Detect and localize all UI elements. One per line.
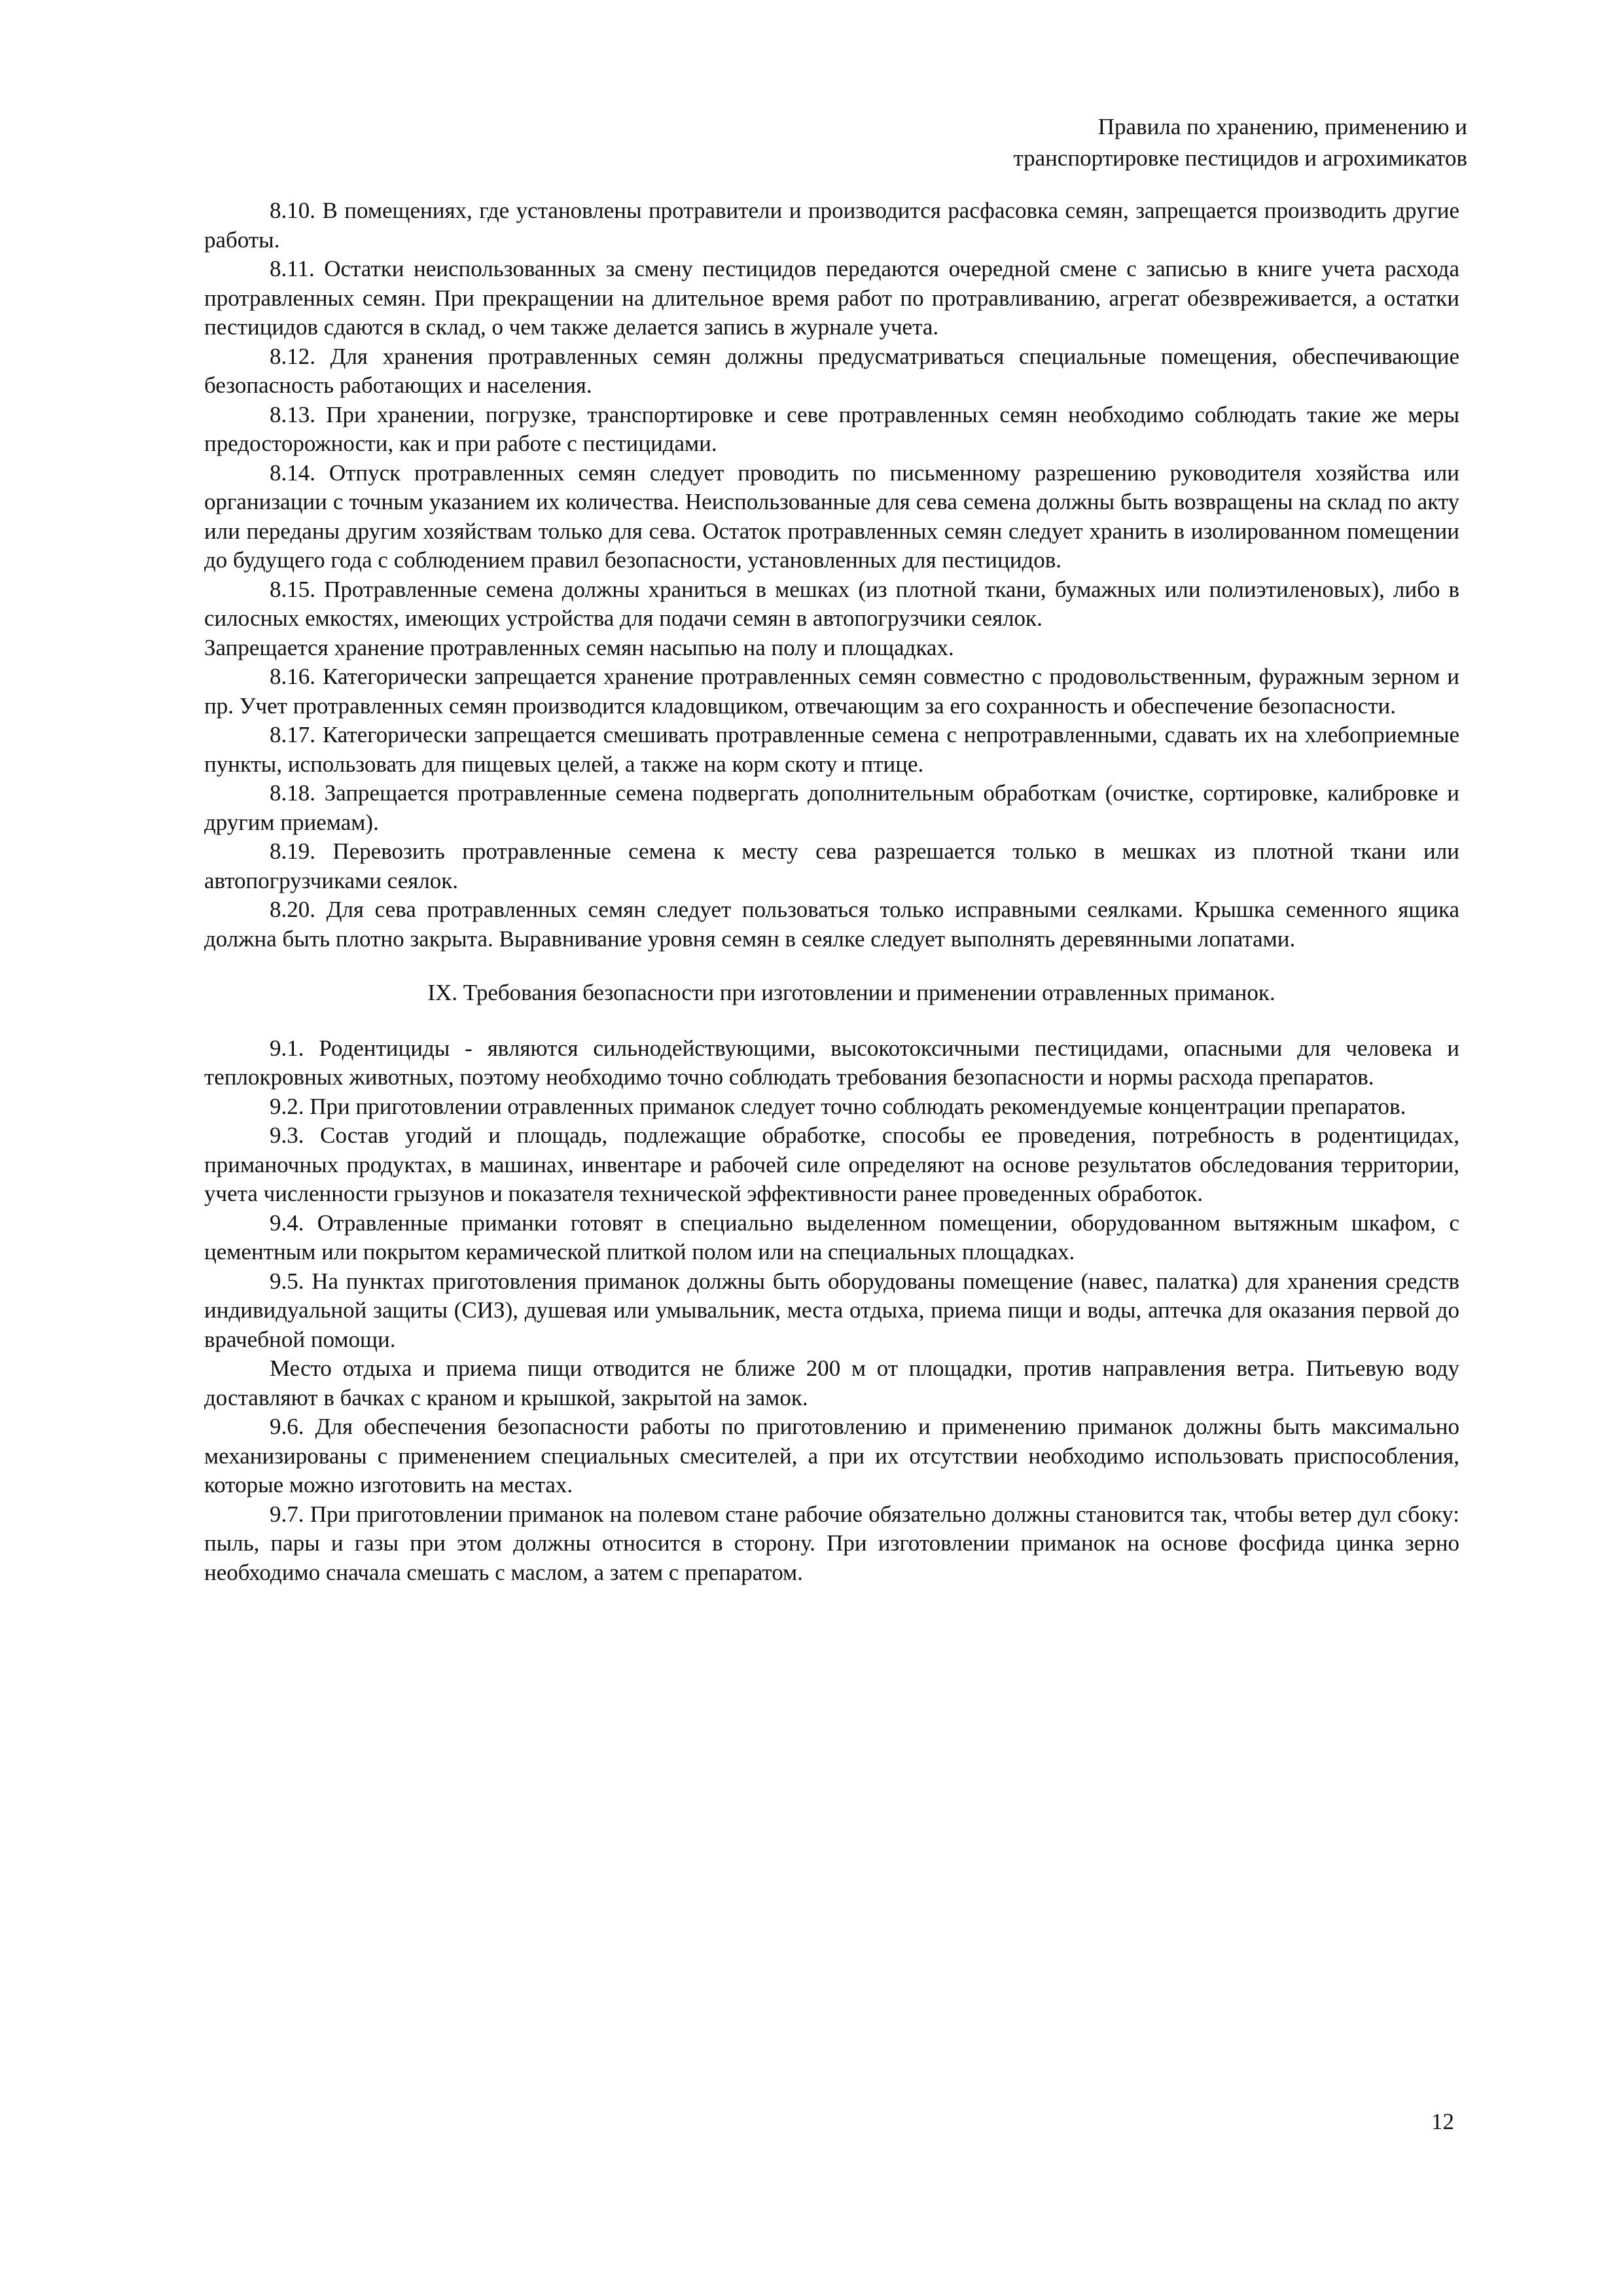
paragraph-9-7: 9.7. При приготовлении приманок на полевом стане рабочие обязательно должны становится так, чтобы ветер дул сбоку: пыль, пары и газы при этом должны относится в сторону. При изготовлении приманок на основе фосфида цинка зерно необходимо сначала смешать с маслом, а затем с препаратом. xyxy=(204,1501,1459,1585)
paragraph-8-13: 8.13. При хранении, погрузке, транспортировке и севе протравленных семян необходимо соблюдать такие же меры предосторожности, как и при работе с пестицидами. xyxy=(204,401,1459,456)
paragraph-9-2: 9.2. При приготовлении отравленных приманок следует точно соблюдать рекомендуемые концентрации препаратов. xyxy=(270,1093,1406,1119)
paragraph-rest-area: Место отдыха и приема пищи отводится не ближе 200 м от площадки, против направления ветра. Питьевую воду доставляют в бачках с краном и крышкой, закрытой на замок. xyxy=(204,1355,1459,1410)
paragraph-8-11: 8.11. Остатки неиспользованных за смену пестицидов передаются очередной смене с записью в книге учета расхода протравленных семян. При прекращении на длительное время работ по протравливанию, агрегат обезвреживается, а остатки пестицидов сдаются в склад, о чем также делается запись в журнале учета. xyxy=(204,256,1459,340)
page-number: 12 xyxy=(1431,2109,1454,2134)
paragraph-8-12: 8.12. Для хранения протравленных семян должны предусматриваться специальные помещения, обеспечивающие безопасность работающих и населения. xyxy=(204,343,1459,398)
paragraph-8-17: 8.17. Категорически запрещается смешивать протравленные семена с непротравленными, сдавать их на хлебоприемные пункты, использовать для пищевых целей, а также на корм скоту и птице. xyxy=(204,722,1459,777)
header-line-2: транспортировке пестицидов и агрохимикатов xyxy=(1013,145,1467,171)
paragraph-9-1: 9.1. Родентициды - являются сильнодействующими, высокотоксичными пестицидами, опасными для человека и теплокровных животных, поэтому необходимо точно соблюдать требования безопасности и нормы расхода препаратов. xyxy=(204,1035,1459,1090)
paragraph-9-6: 9.6. Для обеспечения безопасности работы по приготовлению и применению приманок должны быть максимально механизированы с применением специальных смесителей, а при их отсутствии необходимо использовать приспособления, которые можно изготовить на местах. xyxy=(204,1414,1459,1498)
paragraph-8-20: 8.20. Для сева протравленных семян следует пользоваться только исправными сеялками. Крышка семенного ящика должна быть плотно закрыта. Выравнивание уровня семян в сеялке следует выполнять деревянными лопатами. xyxy=(204,897,1459,952)
paragraph-8-18: 8.18. Запрещается протравленные семена подвергать дополнительным обработкам (очистке, сортировке, калибровке и другим приемам). xyxy=(204,780,1459,835)
paragraph-8-16: 8.16. Категорически запрещается хранение протравленных семян совместно с продовольственным, фуражным зерном и пр. Учет протравленных семян производится кладовщиком, отвечающим за его сохранность и обеспечение безопасности. xyxy=(204,664,1459,719)
paragraph-9-4: 9.4. Отравленные приманки готовят в специально выделенном помещении, оборудованном вытяжным шкафом, с цементным или покрытом керамической плиткой полом или на специальных площадках. xyxy=(204,1210,1459,1265)
section-title: IX. Требования безопасности при изготовлении и применении отравленных приманок. xyxy=(427,980,1275,1005)
paragraph-9-5: 9.5. На пунктах приготовления приманок должны быть оборудованы помещение (навес, палатка) для хранения средств индивидуальной защиты (СИЗ), душевая или умывальник, места отдыха, приема пищи и воды, аптечка для оказания первой до врачебной помощи. xyxy=(204,1268,1459,1352)
paragraph-8-10: 8.10. В помещениях, где установлены протравители и производится расфасовка семян, запрещается производить другие работы. xyxy=(204,198,1459,253)
running-header xyxy=(878,111,1467,174)
paragraph-8-19: 8.19. Перевозить протравленные семена к месту сева разрешается только в мешках из плотной ткани или автопогрузчиками сеялок. xyxy=(204,838,1459,893)
paragraph-9-3: 9.3. Состав угодий и площадь, подлежащие обработке, способы ее проведения, потребность в родентицидах, приманочных продуктах, в машинах, инвентаре и рабочей силе определяют на основе результатов обследования территории, учета численности грызунов и показателя технической эффективности ранее проведенных обработок. xyxy=(204,1122,1459,1206)
paragraph-8-15: 8.15. Протравленные семена должны храниться в мешках (из плотной ткани, бумажных или полиэтиленовых), либо в силосных емкостях, имеющих устройства для подачи семян в автопогрузчики сеялок. xyxy=(204,576,1459,631)
document-body xyxy=(204,196,1459,1587)
paragraph-storage-prohibition: Запрещается хранение протравленных семян насыпью на полу и площадках. xyxy=(204,634,954,660)
paragraph-8-14: 8.14. Отпуск протравленных семян следует проводить по письменному разрешению руководителя хозяйства или организации с точным указанием их количества. Неиспользованные для сева семена должны быть возвращены на склад по акту или переданы другим хозяйствам только для сева. Остаток протравленных семян следует хранить в изолированном помещении до будущего года с соблюдением правил безопасности, установленных для пестицидов. xyxy=(204,459,1459,573)
header-line-1: Правила по хранению, применению и xyxy=(1097,114,1467,139)
